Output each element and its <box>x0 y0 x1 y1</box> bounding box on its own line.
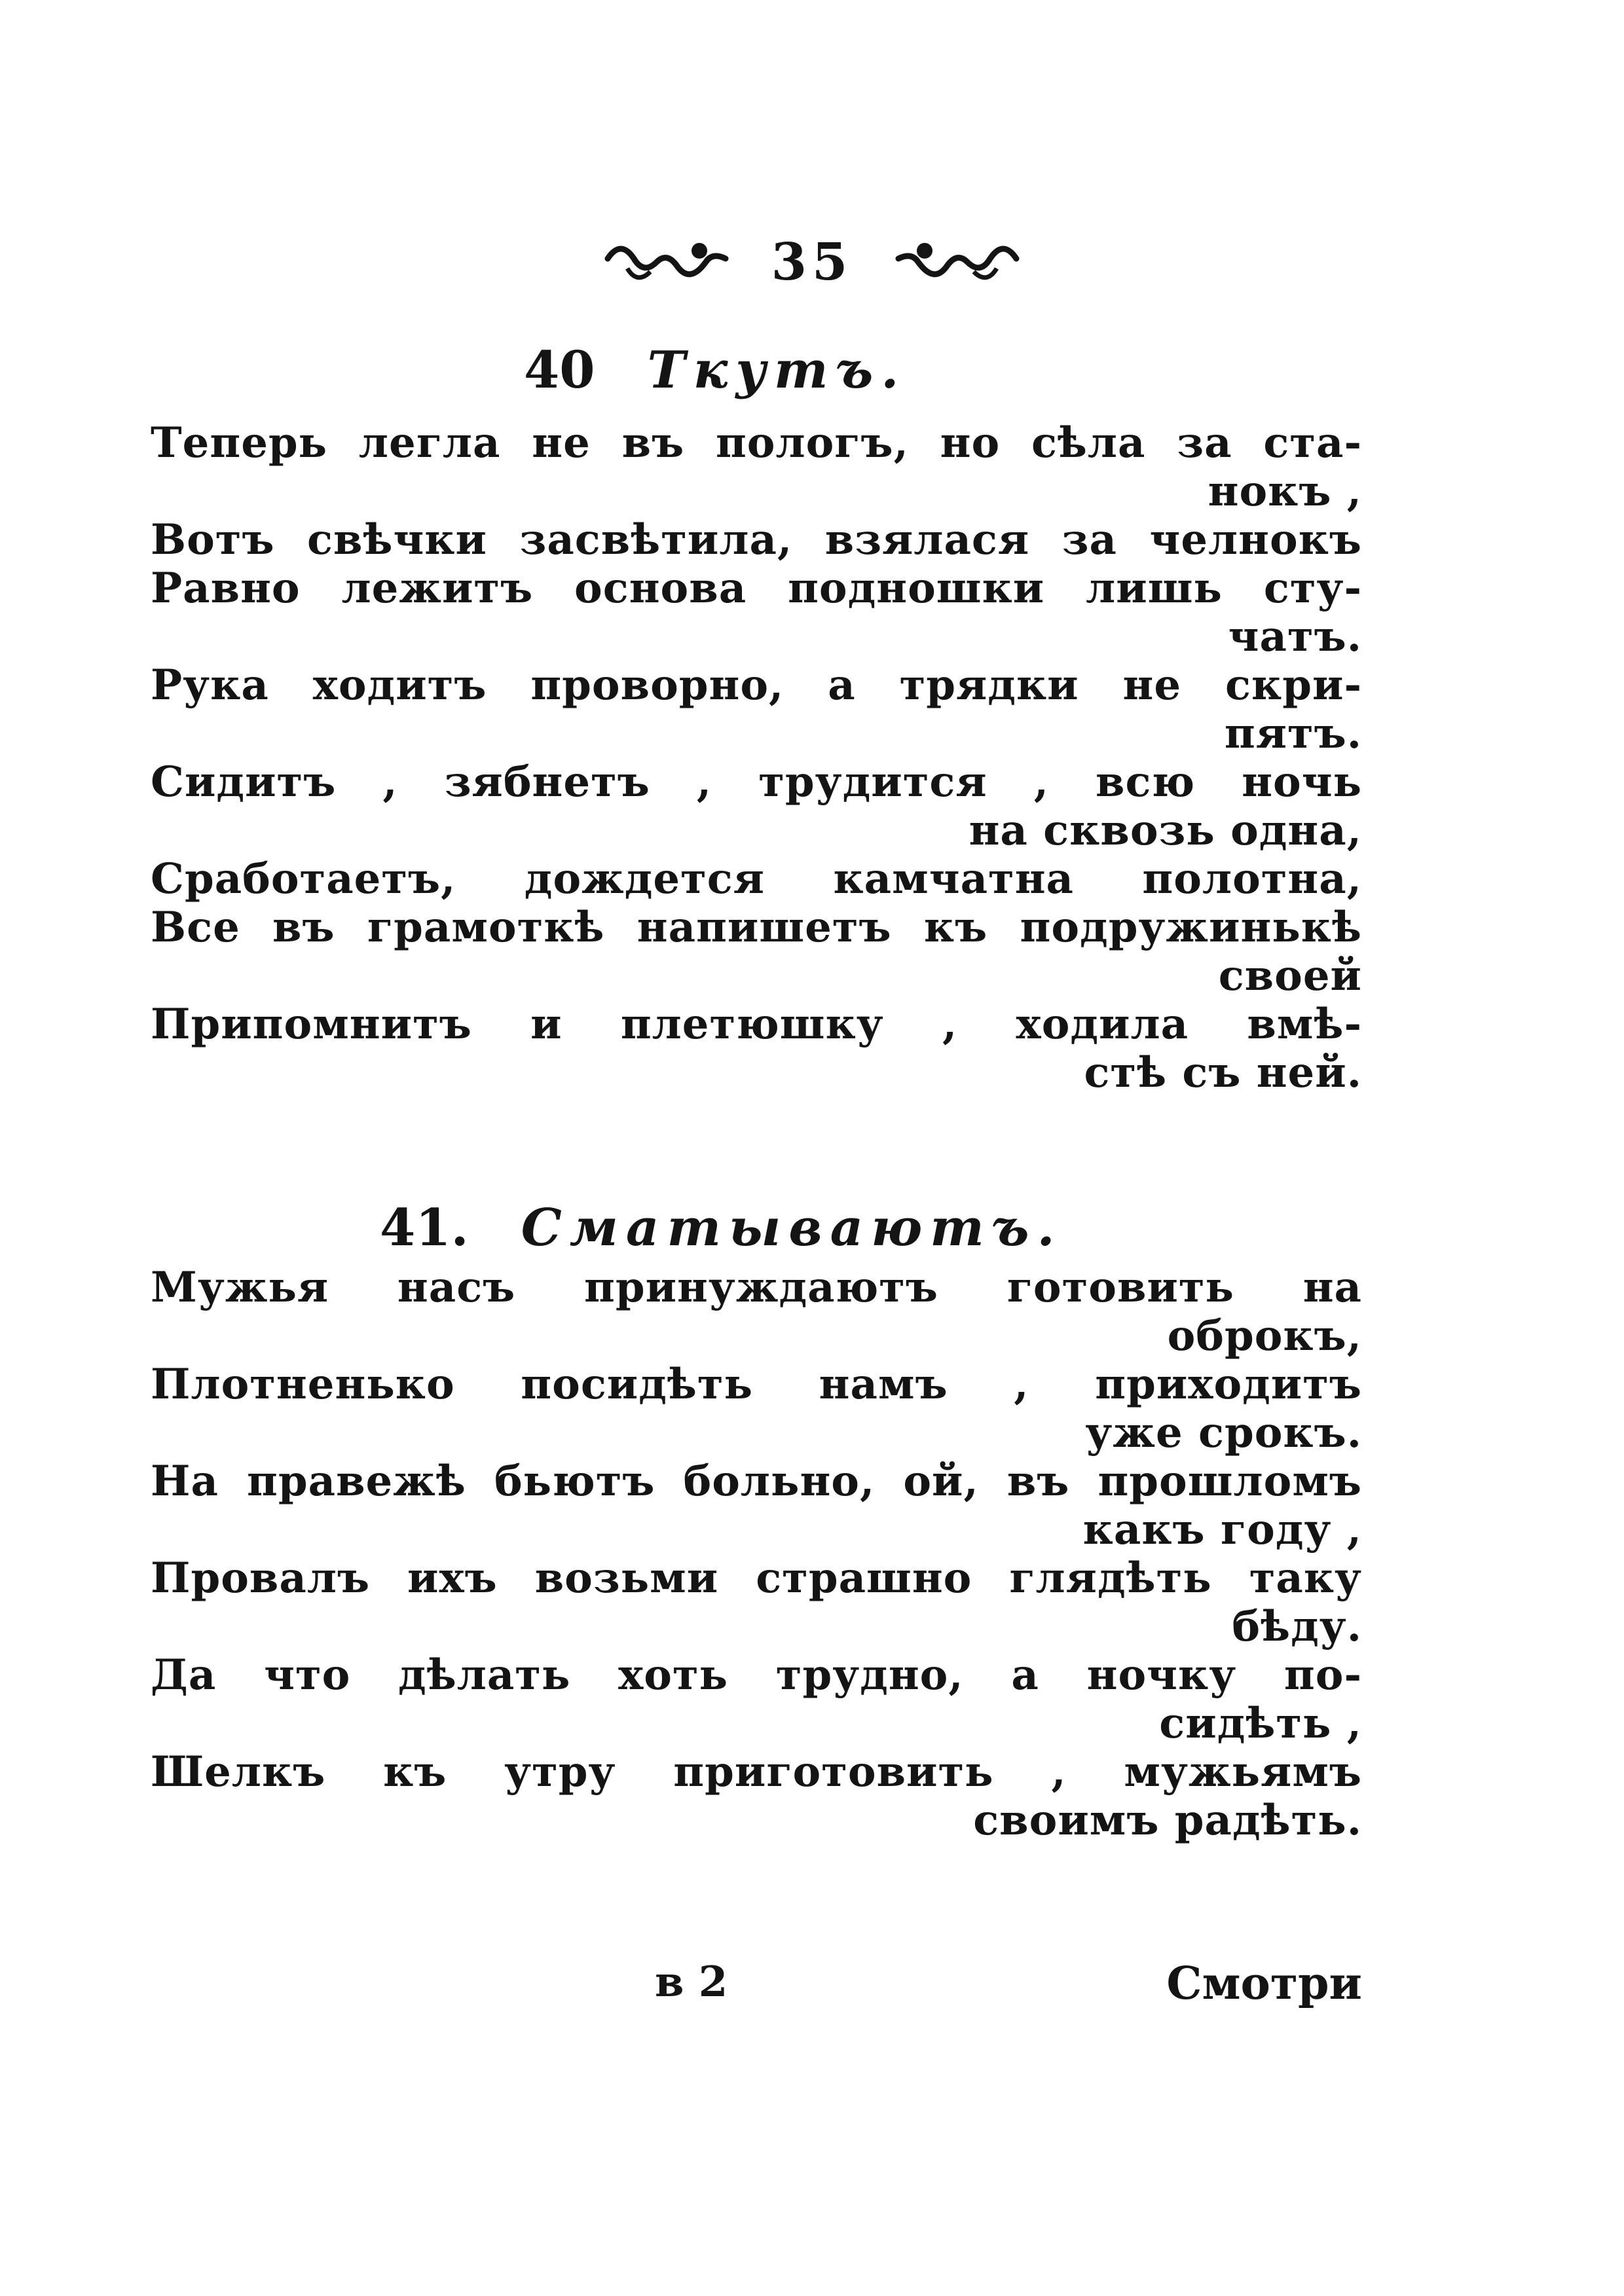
verse-line <box>151 516 1362 564</box>
verse-text: На правежѣ бьютъ больно, ой, въ прошломъ <box>151 1457 1362 1506</box>
verse-text: Рука ходитъ проворно, а трядки не скри- <box>151 661 1362 710</box>
left-ornament-icon <box>601 232 732 291</box>
section-heading: Ткутъ. <box>647 340 907 400</box>
verse-text: Припомнитъ и плетюшку , ходила вмѣ- <box>151 1000 1362 1049</box>
verse-continuation: своимъ радѣть. <box>973 1796 1362 1845</box>
verse-text: Равно лежитъ основа подношки лишь сту- <box>151 564 1362 613</box>
verse-text: Вотъ свѣчки засвѣтила, взялася за челнокъ <box>151 515 1362 564</box>
verse-continuation: уже срокъ. <box>1085 1408 1362 1457</box>
running-head <box>0 226 1624 298</box>
verse-continuation: на сквозь одна, <box>969 806 1362 855</box>
verse-continuation: пятъ. <box>1224 709 1362 758</box>
verse-line <box>151 903 1362 1000</box>
verse-text: Плотненько посидѣть намъ , приходитъ <box>151 1360 1362 1409</box>
verse-block-40 <box>151 419 1362 1097</box>
verse-text: Провалъ ихъ возьми страшно глядѣть таку <box>151 1554 1362 1603</box>
page-number: 35 <box>771 232 853 292</box>
section-heading: Сматываютъ. <box>521 1198 1063 1258</box>
section-title-41 <box>380 1198 1063 1258</box>
verse-text: Сработаетъ, дождется камчатна полотна, <box>151 854 1362 903</box>
verse-continuation: чатъ. <box>1228 612 1362 661</box>
verse-line <box>151 855 1362 903</box>
verse-text: Сидитъ , зябнетъ , трудится , всю ночь <box>151 757 1362 807</box>
verse-continuation: своей <box>1218 951 1362 1000</box>
verse-line <box>151 1748 1362 1845</box>
verse-continuation: бѣду. <box>1232 1602 1362 1651</box>
verse-line <box>151 419 1362 516</box>
catchword: Смотри <box>1166 1958 1362 2010</box>
verse-line <box>151 1457 1362 1554</box>
verse-text: Все въ грамоткѣ напишетъ къ подружинькѣ <box>151 903 1362 952</box>
verse-continuation: сидѣть , <box>1159 1699 1362 1748</box>
verse-text: Теперь легла не въ пологъ, но сѣла за ста- <box>151 418 1362 467</box>
section-number: 41. <box>380 1198 469 1258</box>
verse-line <box>151 1554 1362 1651</box>
verse-continuation: стѣ съ ней. <box>1084 1048 1362 1097</box>
verse-continuation: какъ году , <box>1082 1505 1362 1554</box>
verse-line <box>151 661 1362 758</box>
verse-continuation: нокъ , <box>1208 467 1362 516</box>
verse-text: Шелкъ къ утру приготовить , мужьямъ <box>151 1747 1362 1796</box>
verse-text: Да что дѣлать хоть трудно, а ночку по- <box>151 1650 1362 1700</box>
verse-line <box>151 1651 1362 1748</box>
verse-text: Мужья насъ принуждаютъ готовить на <box>151 1263 1362 1312</box>
verse-line <box>151 1360 1362 1457</box>
section-number: 40 <box>524 340 595 400</box>
verse-line <box>151 758 1362 855</box>
section-title-40 <box>524 340 906 400</box>
verse-line <box>151 1264 1362 1360</box>
right-ornament-icon <box>892 232 1023 291</box>
verse-line <box>151 1000 1362 1097</box>
verse-block-41 <box>151 1264 1362 1845</box>
verse-line <box>151 564 1362 661</box>
verse-continuation: оброкъ, <box>1167 1311 1362 1360</box>
signature-mark: в 2 <box>655 1958 728 2007</box>
